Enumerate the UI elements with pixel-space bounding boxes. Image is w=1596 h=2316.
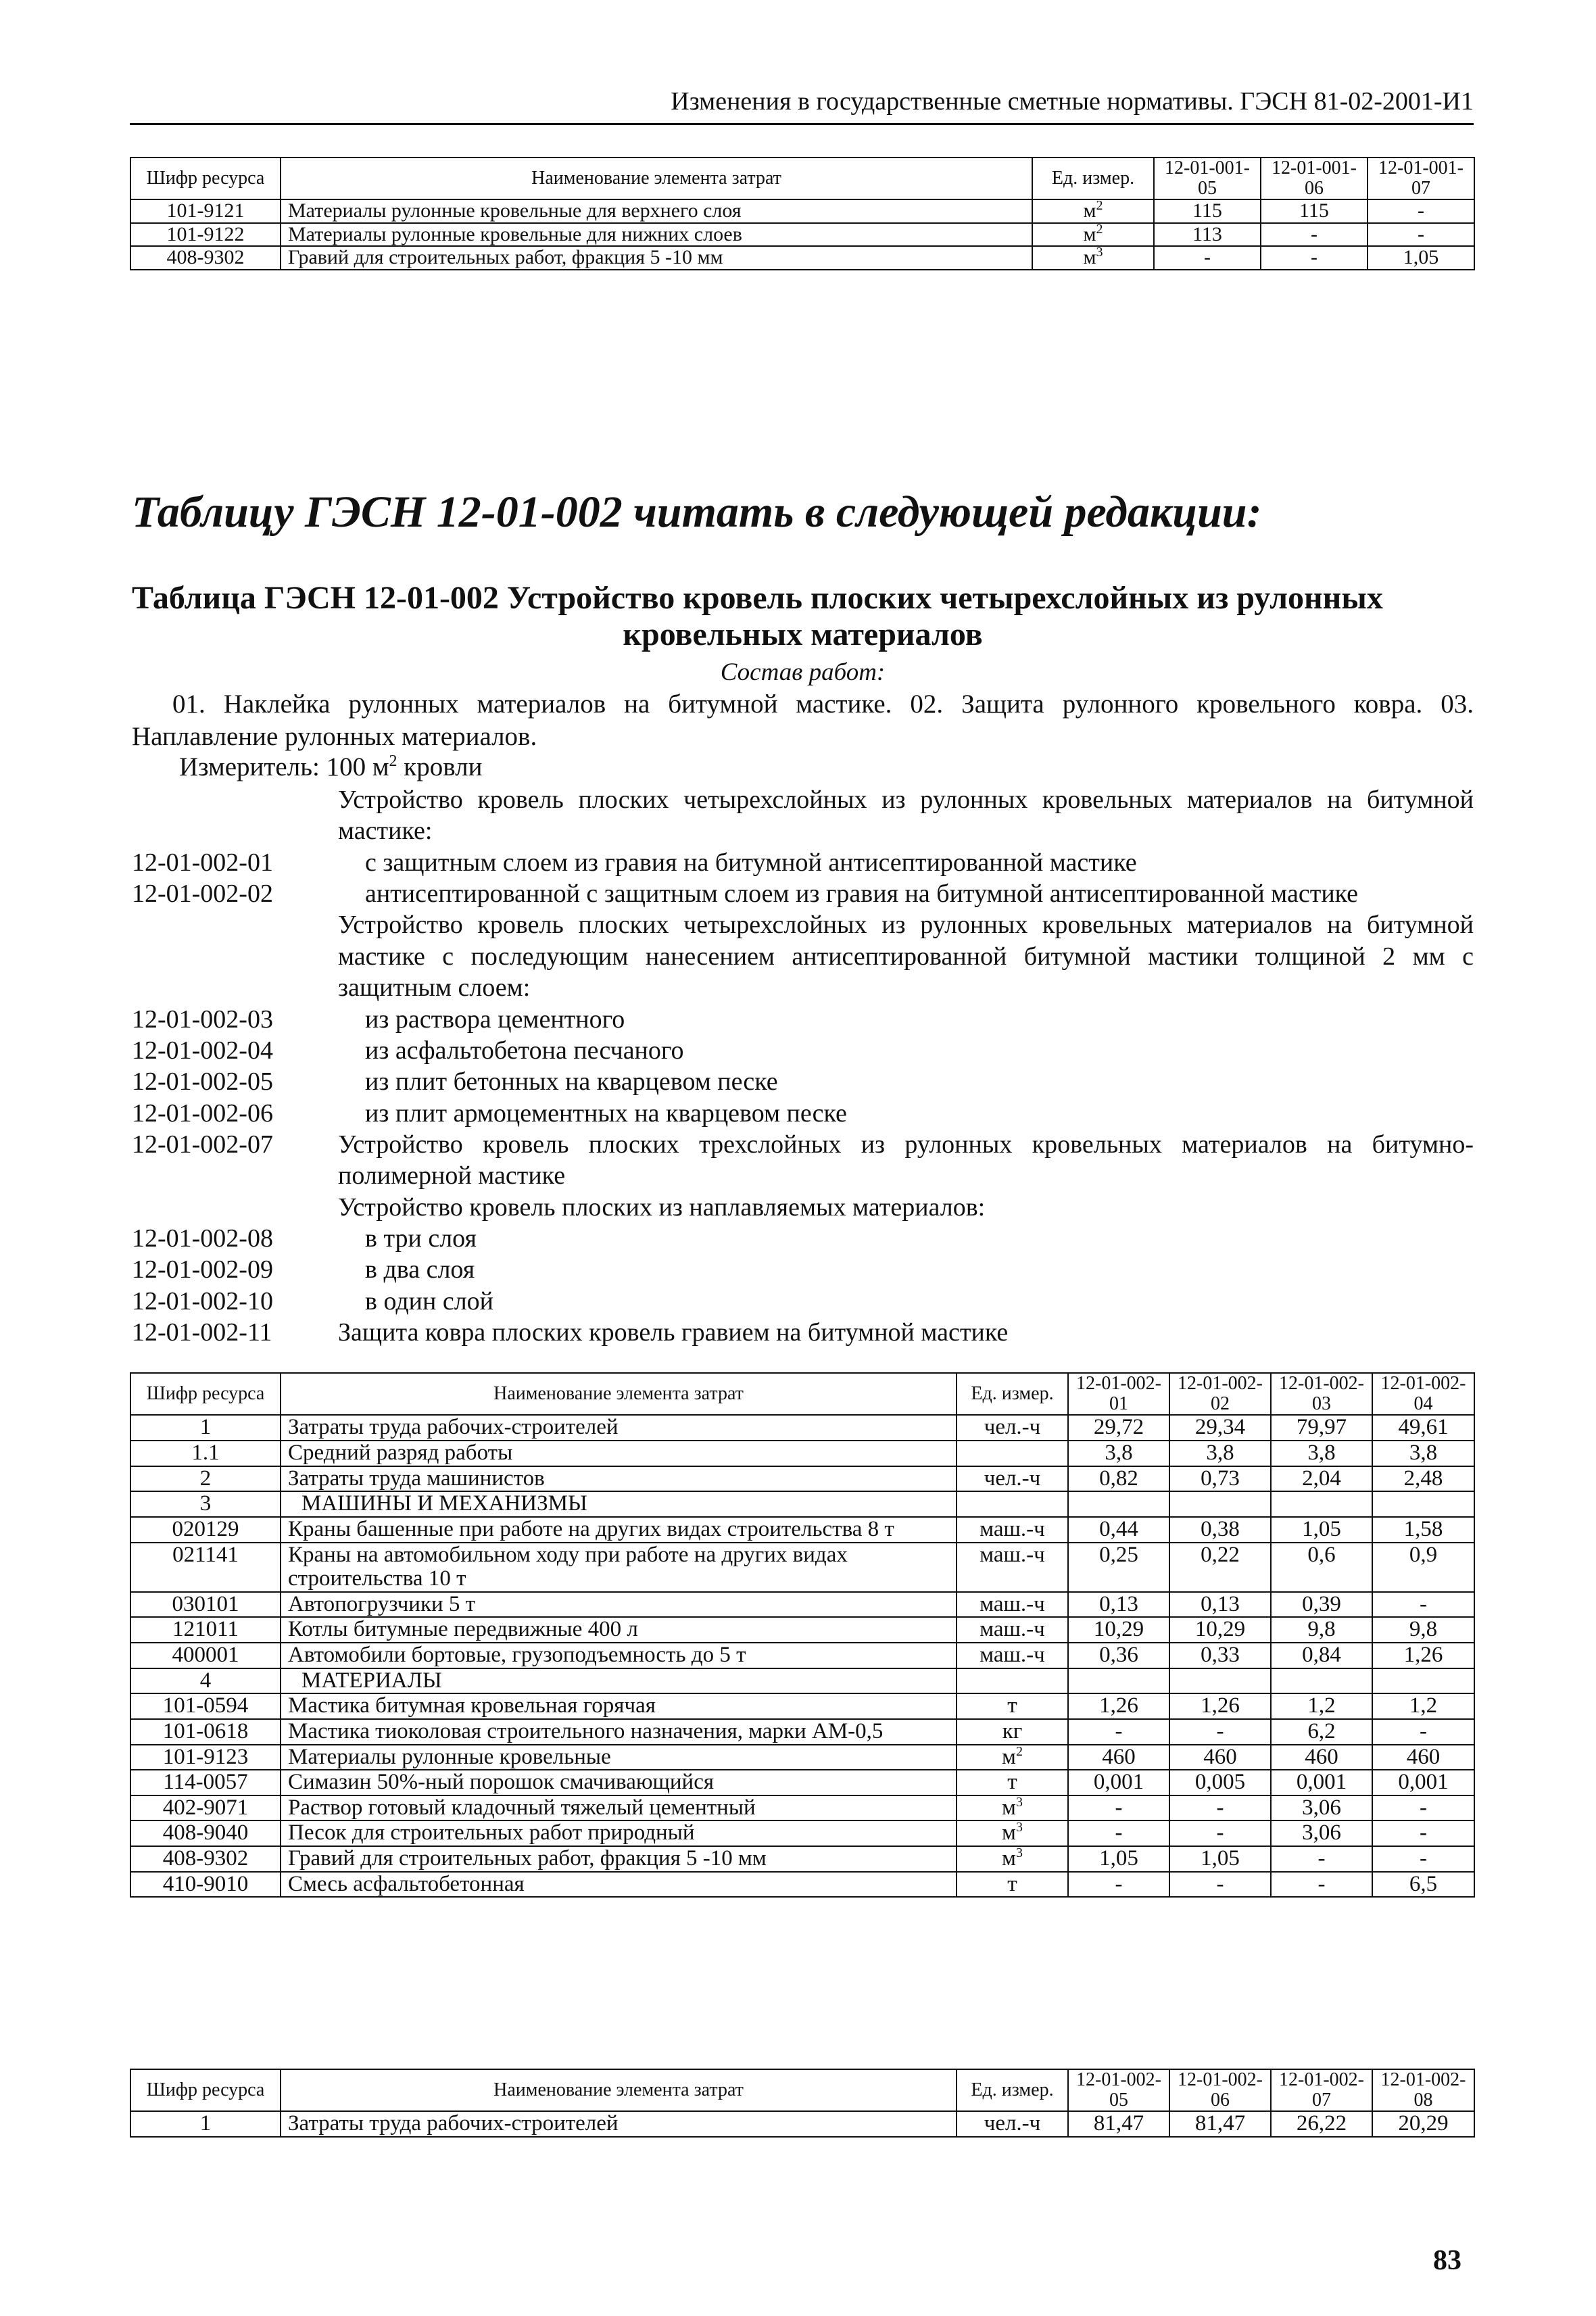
norm-value-cell: 79,97 [1271,1415,1372,1441]
table-row [130,246,1474,269]
norm-description: из плит армоцементных на кварцевом песке [365,1099,847,1128]
norm-value-cell: - [1271,1846,1372,1872]
resource-name-cell: Краны на автомобильном ходу при работе на других видах строительства 10 т [281,1543,957,1592]
unit-cell [957,1719,1068,1745]
resource-code-cell: 114-0057 [130,1770,281,1795]
norm-value-cell: 1,05 [1271,1517,1372,1543]
col-name-header: Наименование элемента затрат [281,1373,957,1415]
table-row [130,1846,1474,1872]
table-row [130,1719,1474,1745]
unit-text: т [1007,1693,1017,1718]
resource-code-cell: 101-9122 [130,223,281,246]
norm-code: 12-01-002-11 [132,1318,272,1347]
unit-cell [957,1466,1068,1492]
norm-value-cell: 2,04 [1271,1466,1372,1492]
norm-description: из асфальтобетона песчаного [365,1036,684,1065]
norm-value-cell [1169,1491,1271,1517]
meter-suffix: кровли [397,752,483,781]
norm-description: Устройство кровель плоских трехслойных из рулонных кровельных материалов на битумно-полимерной мастике [338,1130,1474,1190]
norm-description: антисептированной с защитным слоем из гравия на битумной антисептированной мастике [365,879,1359,909]
norm-value-cell: 1,26 [1068,1693,1169,1719]
unit-cell [1032,199,1154,222]
norm-value-cell [1068,1668,1169,1694]
table-title [132,580,1474,653]
norm-value-cell: 26,22 [1271,2111,1372,2137]
resource-code-cell: 408-9302 [130,1846,281,1872]
col-norm-header: 12-01-002-04 [1372,1373,1474,1415]
norm-value-cell: 0,73 [1169,1466,1271,1492]
norm-value-cell: - [1261,223,1368,246]
resource-code-cell: 410-9010 [130,1872,281,1898]
table-header-row [130,1373,1474,1415]
norm-value-cell: - [1372,1592,1474,1618]
table-title-line-2: кровельных материалов [623,616,983,652]
norm-value-cell: - [1169,1820,1271,1846]
table-row [130,1491,1474,1517]
table-row [130,1745,1474,1770]
norm-value-cell: 0,9 [1372,1543,1474,1592]
resource-code-cell: 101-0594 [130,1693,281,1719]
unit-superscript: 2 [1096,221,1103,237]
norm-value-cell: 81,47 [1169,2111,1271,2137]
unit-cell [957,2111,1068,2137]
work-composition-text: 01. Наклейка рулонных материалов на битумной мастике. 02. Защита рулонного кровельного ковра. 03. Наплавление рулонных материалов. [132,690,1474,751]
resource-name-cell: Автомобили бортовые, грузоподъемность до 5 т [281,1643,957,1668]
resource-code-cell: 402-9071 [130,1795,281,1821]
table-title-line-1: Таблица ГЭСН 12-01-002 Устройство кровель плоских четырехслойных из рулонных [132,580,1383,616]
norm-value-cell: 0,38 [1169,1517,1271,1543]
norm-code-row [132,1317,1474,1348]
norm-value-cell [1169,1668,1271,1694]
col-unit-header: Ед. измер. [1032,158,1154,199]
norm-value-cell [1271,1668,1372,1694]
col-norm-header: 12-01-002-08 [1372,2069,1474,2111]
resource-code-cell: 101-9123 [130,1745,281,1770]
table-row [130,1517,1474,1543]
table-row [130,1415,1474,1441]
norm-value-cell: - [1169,1795,1271,1821]
norm-value-cell [1068,1491,1169,1517]
norm-value-cell: - [1372,1846,1474,1872]
norm-value-cell [1271,1491,1372,1517]
norm-value-cell: 460 [1372,1745,1474,1770]
resource-code-cell: 400001 [130,1643,281,1668]
norm-value-cell: 0,25 [1068,1543,1169,1592]
col-norm-header: 12-01-002-02 [1169,1373,1271,1415]
norm-value-cell: 0,22 [1169,1543,1271,1592]
norm-value-cell: - [1068,1872,1169,1898]
norm-code: 12-01-002-03 [132,1005,273,1034]
page-number: 83 [1433,2245,1461,2276]
norm-value-cell: - [1154,246,1261,269]
resource-table-2 [130,1372,1475,1898]
table-row [130,1693,1474,1719]
table-row [130,1770,1474,1795]
unit-text: чел.-ч [984,2111,1041,2136]
norm-code-row [132,1223,1474,1254]
col-name-header: Наименование элемента затрат [281,158,1032,199]
unit-text: чел.-ч [984,1415,1041,1440]
table-row [130,1543,1474,1592]
resource-name-cell: МАТЕРИАЛЫ [281,1668,957,1694]
norm-value-cell: 0,36 [1068,1643,1169,1668]
norm-value-cell: 115 [1261,199,1368,222]
norm-description: из плит бетонных на кварцевом песке [365,1067,778,1096]
unit-cell [957,1693,1068,1719]
unit-cell [957,1872,1068,1898]
resource-table-3 [130,2069,1475,2138]
table-row [130,1643,1474,1668]
resource-code-cell: 4 [130,1668,281,1694]
norm-value-cell: 1,05 [1068,1846,1169,1872]
resource-code-cell: 408-9040 [130,1820,281,1846]
resource-name-cell: Песок для строительных работ природный [281,1820,957,1846]
col-norm-header: 12-01-002-07 [1271,2069,1372,2111]
norm-code-row [132,1192,1474,1223]
unit-text: маш.-ч [980,1591,1045,1616]
norm-value-cell: - [1372,1795,1474,1821]
unit-text: т [1007,1871,1017,1896]
norm-description: из раствора цементного [365,1005,625,1034]
unit-cell [957,1592,1068,1618]
norm-code-row [132,784,1474,847]
norm-value-cell: 0,13 [1169,1592,1271,1618]
meter-sup: 2 [389,752,397,770]
table-header-row [130,2069,1474,2111]
unit-cell [957,1491,1068,1517]
unit-text: т [1007,1770,1017,1795]
col-norm-header: 12-01-001-05 [1154,158,1261,199]
unit-text: м [1002,1795,1016,1820]
norm-value-cell: - [1068,1820,1169,1846]
norm-description: в один слой [365,1286,494,1316]
norm-value-cell: 460 [1068,1745,1169,1770]
norm-value-cell: 29,34 [1169,1415,1271,1441]
meter-value: 100 м [326,752,389,781]
unit-superscript: 3 [1015,1794,1023,1810]
norm-value-cell: 0,001 [1372,1770,1474,1795]
norm-value-cell [1372,1668,1474,1694]
norm-value-cell: - [1169,1719,1271,1745]
norm-value-cell: 9,8 [1372,1617,1474,1643]
norm-value-cell: 115 [1154,199,1261,222]
norm-code: 12-01-002-07 [132,1130,273,1159]
unit-text: кг [1002,1718,1023,1743]
norm-value-cell: 0,13 [1068,1592,1169,1618]
norm-code-row [132,1004,1474,1035]
norm-value-cell: 1,26 [1169,1693,1271,1719]
norm-value-cell: 3,06 [1271,1795,1372,1821]
unit-text: чел.-ч [984,1466,1041,1491]
unit-text: маш.-ч [980,1643,1045,1668]
norm-code-row [132,1035,1474,1066]
resource-name-cell: Котлы битумные передвижные 400 л [281,1617,957,1643]
unit-text: м [1002,1820,1016,1845]
unit-superscript: 2 [1015,1743,1023,1759]
table-row [130,2111,1474,2137]
col-norm-header: 12-01-002-01 [1068,1373,1169,1415]
norm-value-cell: - [1368,223,1474,246]
norm-value-cell: 113 [1154,223,1261,246]
norm-value-cell: 3,8 [1169,1441,1271,1466]
unit-cell [957,1795,1068,1821]
col-norm-header: 12-01-002-05 [1068,2069,1169,2111]
unit-cell [957,1441,1068,1466]
norm-value-cell: 0,001 [1271,1770,1372,1795]
norm-value-cell: 0,44 [1068,1517,1169,1543]
norm-value-cell: 0,001 [1068,1770,1169,1795]
norm-value-cell: 81,47 [1068,2111,1169,2137]
norm-value-cell: 1,2 [1271,1693,1372,1719]
norm-code-row [132,1066,1474,1097]
norm-value-cell: - [1372,1719,1474,1745]
norm-code-row [132,878,1474,909]
table-row [130,1668,1474,1694]
norm-value-cell: 1,58 [1372,1517,1474,1543]
norm-value-cell: - [1068,1719,1169,1745]
norm-code: 12-01-002-01 [132,848,273,877]
norm-value-cell: 6,2 [1271,1719,1372,1745]
norm-description: Защита ковра плоских кровель гравием на битумной мастике [338,1318,1009,1347]
norm-description: Устройство кровель плоских четырехслойных из рулонных кровельных материалов на битумной мастике: [338,786,1474,846]
meter-label: Измеритель: [179,752,320,781]
table-row [130,1617,1474,1643]
unit-cell [957,1517,1068,1543]
resource-name-cell: Затраты труда рабочих-строителей [281,2111,957,2137]
unit-superscript: 3 [1096,245,1103,260]
norm-value-cell: 29,72 [1068,1415,1169,1441]
resource-code-cell: 101-9121 [130,199,281,222]
resource-name-cell: Затраты труда машинистов [281,1466,957,1492]
resource-name-cell: Симазин 50%-ный порошок смачивающийся [281,1770,957,1795]
norm-description: в три слоя [365,1224,477,1253]
norm-description: в два слоя [365,1255,475,1284]
resource-name-cell: Автопогрузчики 5 т [281,1592,957,1618]
norm-code-row [132,909,1474,1003]
resource-code-cell: 021141 [130,1543,281,1592]
norm-value-cell [1372,1491,1474,1517]
resource-code-cell: 3 [130,1491,281,1517]
unit-cell [957,1846,1068,1872]
col-norm-header: 12-01-001-07 [1368,158,1474,199]
resource-name-cell: Материалы рулонные кровельные [281,1745,957,1770]
unit-text: м [1002,1744,1016,1769]
meter-line [179,752,482,782]
unit-text: маш.-ч [980,1542,1045,1567]
norm-value-cell: 460 [1169,1745,1271,1770]
col-code-header: Шифр ресурса [130,158,281,199]
unit-cell [957,1415,1068,1441]
resource-name-cell: Средний разряд работы [281,1441,957,1466]
revision-heading: Таблицу ГЭСН 12-01-002 читать в следующей редакции: [132,487,1262,537]
resource-name-cell: Смесь асфальтобетонная [281,1872,957,1898]
norm-value-cell: 1,26 [1372,1643,1474,1668]
norm-value-cell: 0,82 [1068,1466,1169,1492]
norm-code: 12-01-002-05 [132,1067,273,1096]
norm-value-cell: 2,48 [1372,1466,1474,1492]
col-norm-header: 12-01-002-03 [1271,1373,1372,1415]
norm-value-cell: 0,33 [1169,1643,1271,1668]
unit-cell [1032,223,1154,246]
unit-text: маш.-ч [980,1516,1045,1541]
unit-text: м [1083,246,1096,269]
col-name-header: Наименование элемента затрат [281,2069,957,2111]
unit-text: м [1002,1846,1016,1871]
unit-cell [1032,246,1154,269]
work-composition-heading: Состав работ: [720,658,886,686]
table-row [130,223,1474,246]
norm-description: Устройство кровель плоских из наплавляемых материалов: [338,1192,986,1222]
norm-code: 12-01-002-02 [132,879,273,909]
norm-value-cell: 3,8 [1068,1441,1169,1466]
norm-code: 12-01-002-09 [132,1255,273,1284]
norm-value-cell: 10,29 [1068,1617,1169,1643]
norm-code [132,909,338,1003]
norm-value-cell: 460 [1271,1745,1372,1770]
norm-value-cell: 49,61 [1372,1415,1474,1441]
unit-cell [957,1745,1068,1770]
unit-cell [957,1668,1068,1694]
unit-text: м [1083,199,1096,222]
table-row [130,1466,1474,1492]
table-row [130,1872,1474,1898]
unit-text: маш.-ч [980,1617,1045,1642]
unit-cell [957,1543,1068,1592]
norm-value-cell: 0,39 [1271,1592,1372,1618]
resource-name-cell: МАШИНЫ И МЕХАНИЗМЫ [281,1491,957,1517]
norm-value-cell: 1,05 [1368,246,1474,269]
resource-name-cell: Мастика тиоколовая строительного назначения, марки АМ-0,5 [281,1719,957,1745]
unit-cell [957,1617,1068,1643]
norm-code-row [132,1129,1474,1192]
resource-table-1 [130,157,1475,270]
norm-code [132,784,338,847]
col-code-header: Шифр ресурса [130,2069,281,2111]
norm-value-cell: - [1261,246,1368,269]
resource-name-cell: Раствор готовый кладочный тяжелый цементный [281,1795,957,1821]
norm-value-cell: 20,29 [1372,2111,1474,2137]
resource-code-cell: 1 [130,2111,281,2137]
norm-code-row [132,1254,1474,1285]
unit-superscript: 2 [1096,198,1103,214]
norm-value-cell: 1,2 [1372,1693,1474,1719]
norm-code: 12-01-002-06 [132,1099,273,1128]
page-header: Изменения в государственные сметные нормативы. ГЭСН 81-02-2001-И1 [130,87,1474,125]
norm-value-cell: - [1368,199,1474,222]
table-row [130,199,1474,222]
resource-code-cell: 1.1 [130,1441,281,1466]
unit-cell [957,1770,1068,1795]
table-header-row [130,158,1474,199]
norm-value-cell: 3,8 [1271,1441,1372,1466]
resource-name-cell: Материалы рулонные кровельные для нижних слоев [281,223,1032,246]
resource-code-cell: 020129 [130,1517,281,1543]
norm-code-row [132,1286,1474,1317]
norm-code: 12-01-002-04 [132,1036,273,1065]
col-unit-header: Ед. измер. [957,1373,1068,1415]
col-code-header: Шифр ресурса [130,1373,281,1415]
col-norm-header: 12-01-002-06 [1169,2069,1271,2111]
norm-value-cell: - [1372,1820,1474,1846]
norm-value-cell: 3,06 [1271,1820,1372,1846]
unit-superscript: 3 [1015,1845,1023,1861]
unit-superscript: 3 [1015,1820,1023,1835]
norm-value-cell: 0,6 [1271,1543,1372,1592]
norm-value-cell: 9,8 [1271,1617,1372,1643]
norm-description: с защитным слоем из гравия на битумной антисептированной мастике [365,848,1137,877]
resource-name-cell: Мастика битумная кровельная горячая [281,1693,957,1719]
table-row [130,1795,1474,1821]
norm-value-cell: - [1068,1795,1169,1821]
norm-value-cell: 10,29 [1169,1617,1271,1643]
norm-value-cell: 3,8 [1372,1441,1474,1466]
unit-cell [957,1820,1068,1846]
norm-value-cell: 0,005 [1169,1770,1271,1795]
resource-code-cell: 101-0618 [130,1719,281,1745]
table-row [130,1441,1474,1466]
resource-name-cell: Затраты труда рабочих-строителей [281,1415,957,1441]
norm-code-row [132,1098,1474,1129]
table-row [130,1592,1474,1618]
resource-name-cell: Гравий для строительных работ, фракция 5 -10 мм [281,1846,957,1872]
norm-code [132,1192,338,1223]
norm-value-cell: 0,84 [1271,1643,1372,1668]
norm-value-cell: 6,5 [1372,1872,1474,1898]
resource-code-cell: 121011 [130,1617,281,1643]
norm-code-row [132,847,1474,878]
col-norm-header: 12-01-001-06 [1261,158,1368,199]
resource-name-cell: Материалы рулонные кровельные для верхнего слоя [281,199,1032,222]
unit-text: м [1083,222,1096,245]
table-row [130,1820,1474,1846]
resource-code-cell: 1 [130,1415,281,1441]
norm-code: 12-01-002-10 [132,1286,273,1316]
resource-code-cell: 2 [130,1466,281,1492]
unit-cell [957,1643,1068,1668]
norm-code-list [132,784,1474,1348]
norm-value-cell: - [1169,1872,1271,1898]
resource-code-cell: 030101 [130,1592,281,1618]
resource-code-cell: 408-9302 [130,246,281,269]
resource-name-cell: Гравий для строительных работ, фракция 5 -10 мм [281,246,1032,269]
norm-value-cell: 1,05 [1169,1846,1271,1872]
norm-value-cell: - [1271,1872,1372,1898]
norm-code: 12-01-002-08 [132,1224,273,1253]
norm-description: Устройство кровель плоских четырехслойных из рулонных кровельных материалов на битумной мастике с последующим нанесением антисептированной битумной мастики толщиной 2 мм с защитным слоем: [338,911,1474,1003]
resource-name-cell: Краны башенные при работе на других видах строительства 8 т [281,1517,957,1543]
col-unit-header: Ед. измер. [957,2069,1068,2111]
